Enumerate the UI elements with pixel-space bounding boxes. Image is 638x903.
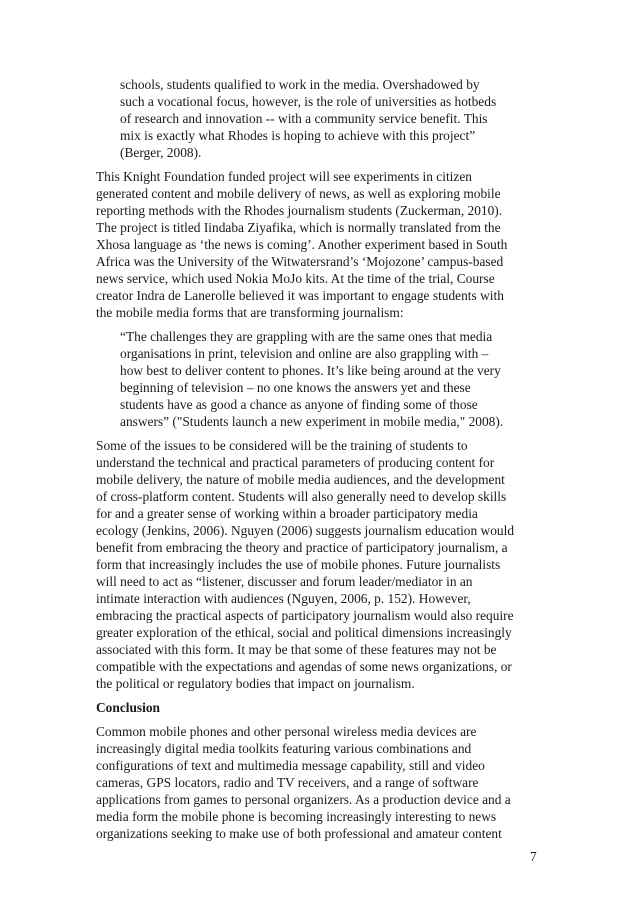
quote-line: of research and innovation -- with a community service benefit. This: [120, 111, 488, 126]
paragraph-line: cameras, GPS locators, radio and TV receivers, and a range of software: [96, 775, 479, 790]
quote-line: “The challenges they are grappling with are the same ones that media: [120, 329, 493, 344]
paragraph-line: This Knight Foundation funded project will see experiments in citizen: [96, 169, 472, 184]
quote-line: (Berger, 2008).: [120, 145, 202, 160]
paragraph-line: of cross-platform content. Students will also generally need to develop skills: [96, 489, 507, 504]
paragraph-line: creator Indra de Lanerolle believed it was important to engage students with: [96, 288, 504, 303]
paragraph-line: media form the mobile phone is becoming increasingly interesting to news: [96, 809, 497, 824]
paragraph-line: compatible with the expectations and agendas of some news organizations, or: [96, 659, 512, 674]
paragraph-line: Africa was the University of the Witwatersrand’s ‘Mojozone’ campus-based: [96, 254, 504, 269]
quote-line: answers” ("Students launch a new experiment in mobile media," 2008).: [120, 414, 504, 429]
paragraph-line: the political or regulatory bodies that impact on journalism.: [96, 676, 415, 691]
quote-line: how best to deliver content to phones. It’s like being around at the very: [120, 363, 501, 378]
paragraph-line: for and a greater sense of working within a broader participatory media: [96, 506, 478, 521]
paragraph-line: configurations of text and multimedia message capability, still and video: [96, 758, 485, 773]
paragraph-line: news service, which used Nokia MoJo kits. At the time of the trial, Course: [96, 271, 495, 286]
paragraph-line: The project is titled Iindaba Ziyafika, which is normally translated from the: [96, 220, 501, 235]
paragraph-line: the mobile media forms that are transforming journalism:: [96, 305, 404, 320]
quote-line: organisations in print, television and online are also grappling with –: [120, 346, 489, 361]
quote-line: such a vocational focus, however, is the role of universities as hotbeds: [120, 94, 497, 109]
paragraph-line: Some of the issues to be considered will be the training of students to: [96, 438, 468, 453]
paragraph-line: Common mobile phones and other personal wireless media devices are: [96, 724, 477, 739]
paragraph-line: Xhosa language as ‘the news is coming’. Another experiment based in South: [96, 237, 508, 252]
paragraph-line: applications from games to personal organizers. As a production device and a: [96, 792, 511, 807]
quote-line: beginning of television – no one knows the answers yet and these: [120, 380, 471, 395]
paragraph-line: intimate interaction with audiences (Nguyen, 2006, p. 152). However,: [96, 591, 471, 606]
quote-line: mix is exactly what Rhodes is hoping to achieve with this project”: [120, 128, 476, 143]
paragraph-line: mobile delivery, the nature of mobile media audiences, and the development: [96, 472, 505, 487]
quote-line: students have as good a chance as anyone of finding some of those: [120, 397, 478, 412]
paragraph-line: generated content and mobile delivery of news, as well as exploring mobile: [96, 186, 501, 201]
paragraph-line: greater exploration of the ethical, social and political dimensions increasingly: [96, 625, 512, 640]
paragraph-line: associated with this form. It may be that some of these features may not be: [96, 642, 497, 657]
paragraph-line: will need to act as “listener, discusser and forum leader/mediator in an: [96, 574, 473, 589]
paragraph-line: increasingly digital media toolkits featuring various combinations and: [96, 741, 472, 756]
paragraph-line: ecology (Jenkins, 2006). Nguyen (2006) suggests journalism education would: [96, 523, 515, 538]
page-number: 7: [530, 849, 537, 864]
section-heading: Conclusion: [96, 700, 160, 715]
paragraph-line: embracing the practical aspects of participatory journalism would also require: [96, 608, 514, 623]
quote-line: schools, students qualified to work in the media. Overshadowed by: [120, 77, 480, 92]
paragraph-line: organizations seeking to make use of both professional and amateur content: [96, 826, 502, 841]
paragraph-line: benefit from embracing the theory and practice of participatory journalism, a: [96, 540, 508, 555]
paragraph-line: reporting methods with the Rhodes journalism students (Zuckerman, 2010).: [96, 203, 503, 218]
paragraph-line: form that increasingly includes the use of mobile phones. Future journalists: [96, 557, 501, 572]
paragraph-line: understand the technical and practical parameters of producing content for: [96, 455, 495, 470]
